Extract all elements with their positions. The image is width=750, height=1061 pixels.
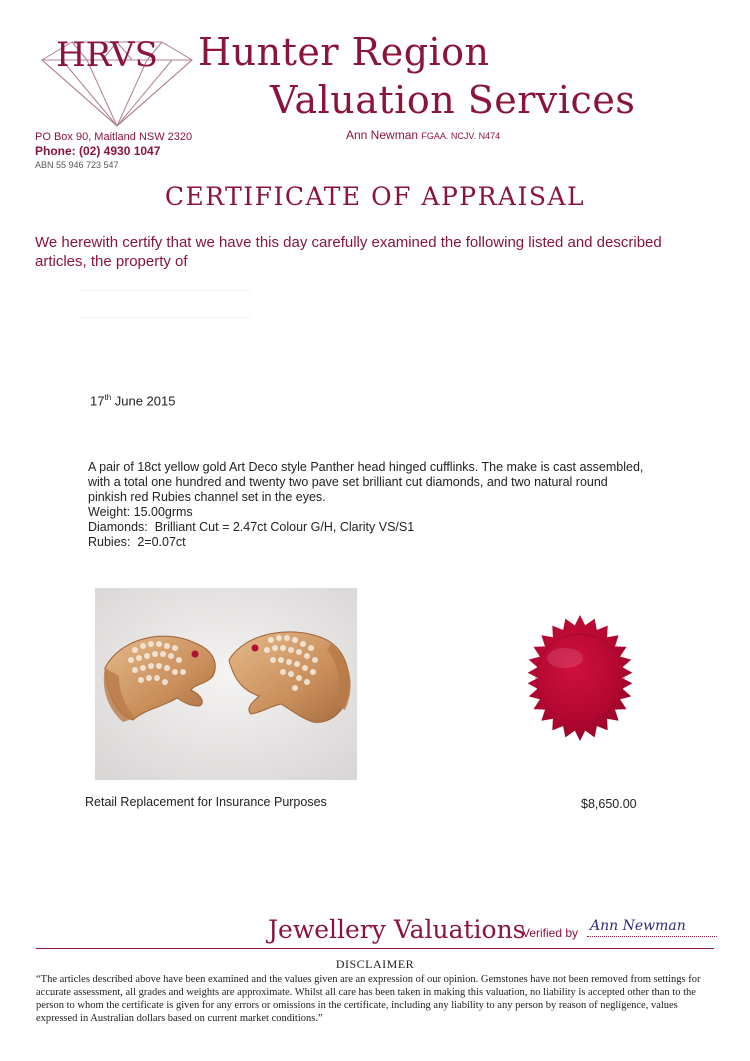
certificate-title: CERTIFICATE OF APPRAISAL xyxy=(164,182,586,211)
disclaimer-text: “The articles described above have been examined and the values given are an expression of our opinion. Gemstones have not been removed from settings for accurate assessment, all grades and weights are approximate. Whilst all care has been taken in making this valuation, no liability is accepted other than to the person to whom the certificate is given for any errors or omissions in the certificate, including any liability to any person by reason of negligence, values expressed in Australian dollars based on current market conditions.” xyxy=(36,974,701,1024)
description-line: A pair of 18ct yellow gold Art Deco style Panther head hinged cufflinks. The make is cast assembled, xyxy=(88,460,644,474)
phone-number: Phone: (02) 4930 1047 xyxy=(35,144,161,158)
appraiser-qualifications: FGAA. NCJV. N474 xyxy=(421,131,501,141)
appraiser-name: Ann Newman xyxy=(346,128,419,142)
signature-line xyxy=(587,936,717,937)
diamond-logo-icon xyxy=(32,28,202,128)
brand-title-line2: Valuation Services xyxy=(270,78,636,122)
retail-replacement-label: Retail Replacement for Insurance Purposes xyxy=(85,795,327,809)
disclaimer-heading: DISCLAIMER xyxy=(335,957,415,971)
verified-by-label: Verified by xyxy=(522,926,579,940)
retail-replacement-value: $8,650.00 xyxy=(581,797,637,811)
item-diamonds: Diamonds: Brilliant Cut = 2.47ct Colour G/H, Clarity VS/S1 xyxy=(88,520,415,534)
jewellery-valuations-heading: Jewellery Valuations xyxy=(268,915,526,944)
date-month-year: June 2015 xyxy=(111,393,176,409)
date-suffix: th xyxy=(104,393,112,402)
address: PO Box 90, Maitland NSW 2320 xyxy=(35,131,193,143)
description-line: pinkish red Rubies channel set in the eyes. xyxy=(88,490,326,504)
item-description xyxy=(88,460,678,550)
certify-statement: We herewith certify that we have this day carefully examined the following listed and described articles, the property of xyxy=(35,234,662,270)
brand-title-line1: Hunter Region xyxy=(198,30,490,74)
date-day: 17 xyxy=(90,393,105,409)
owner-redacted-area xyxy=(80,290,250,345)
description-line: with a total one hundred and twenty two pave set brilliant cut diamonds, and two natural round xyxy=(88,475,608,489)
logo-letters: HRVS xyxy=(56,35,158,75)
appraisal-date xyxy=(90,393,175,408)
item-weight: Weight: 15.00grms xyxy=(88,505,193,519)
footer-divider xyxy=(36,948,714,949)
abn-number: ABN 55 946 723 547 xyxy=(35,160,119,170)
contact-block xyxy=(35,130,192,172)
item-rubies: Rubies: 2=0.07ct xyxy=(88,535,186,549)
signature: Ann Newman xyxy=(590,918,686,934)
wax-seal-icon xyxy=(510,608,650,748)
appraiser xyxy=(346,128,500,142)
cufflinks-photo xyxy=(95,588,357,780)
